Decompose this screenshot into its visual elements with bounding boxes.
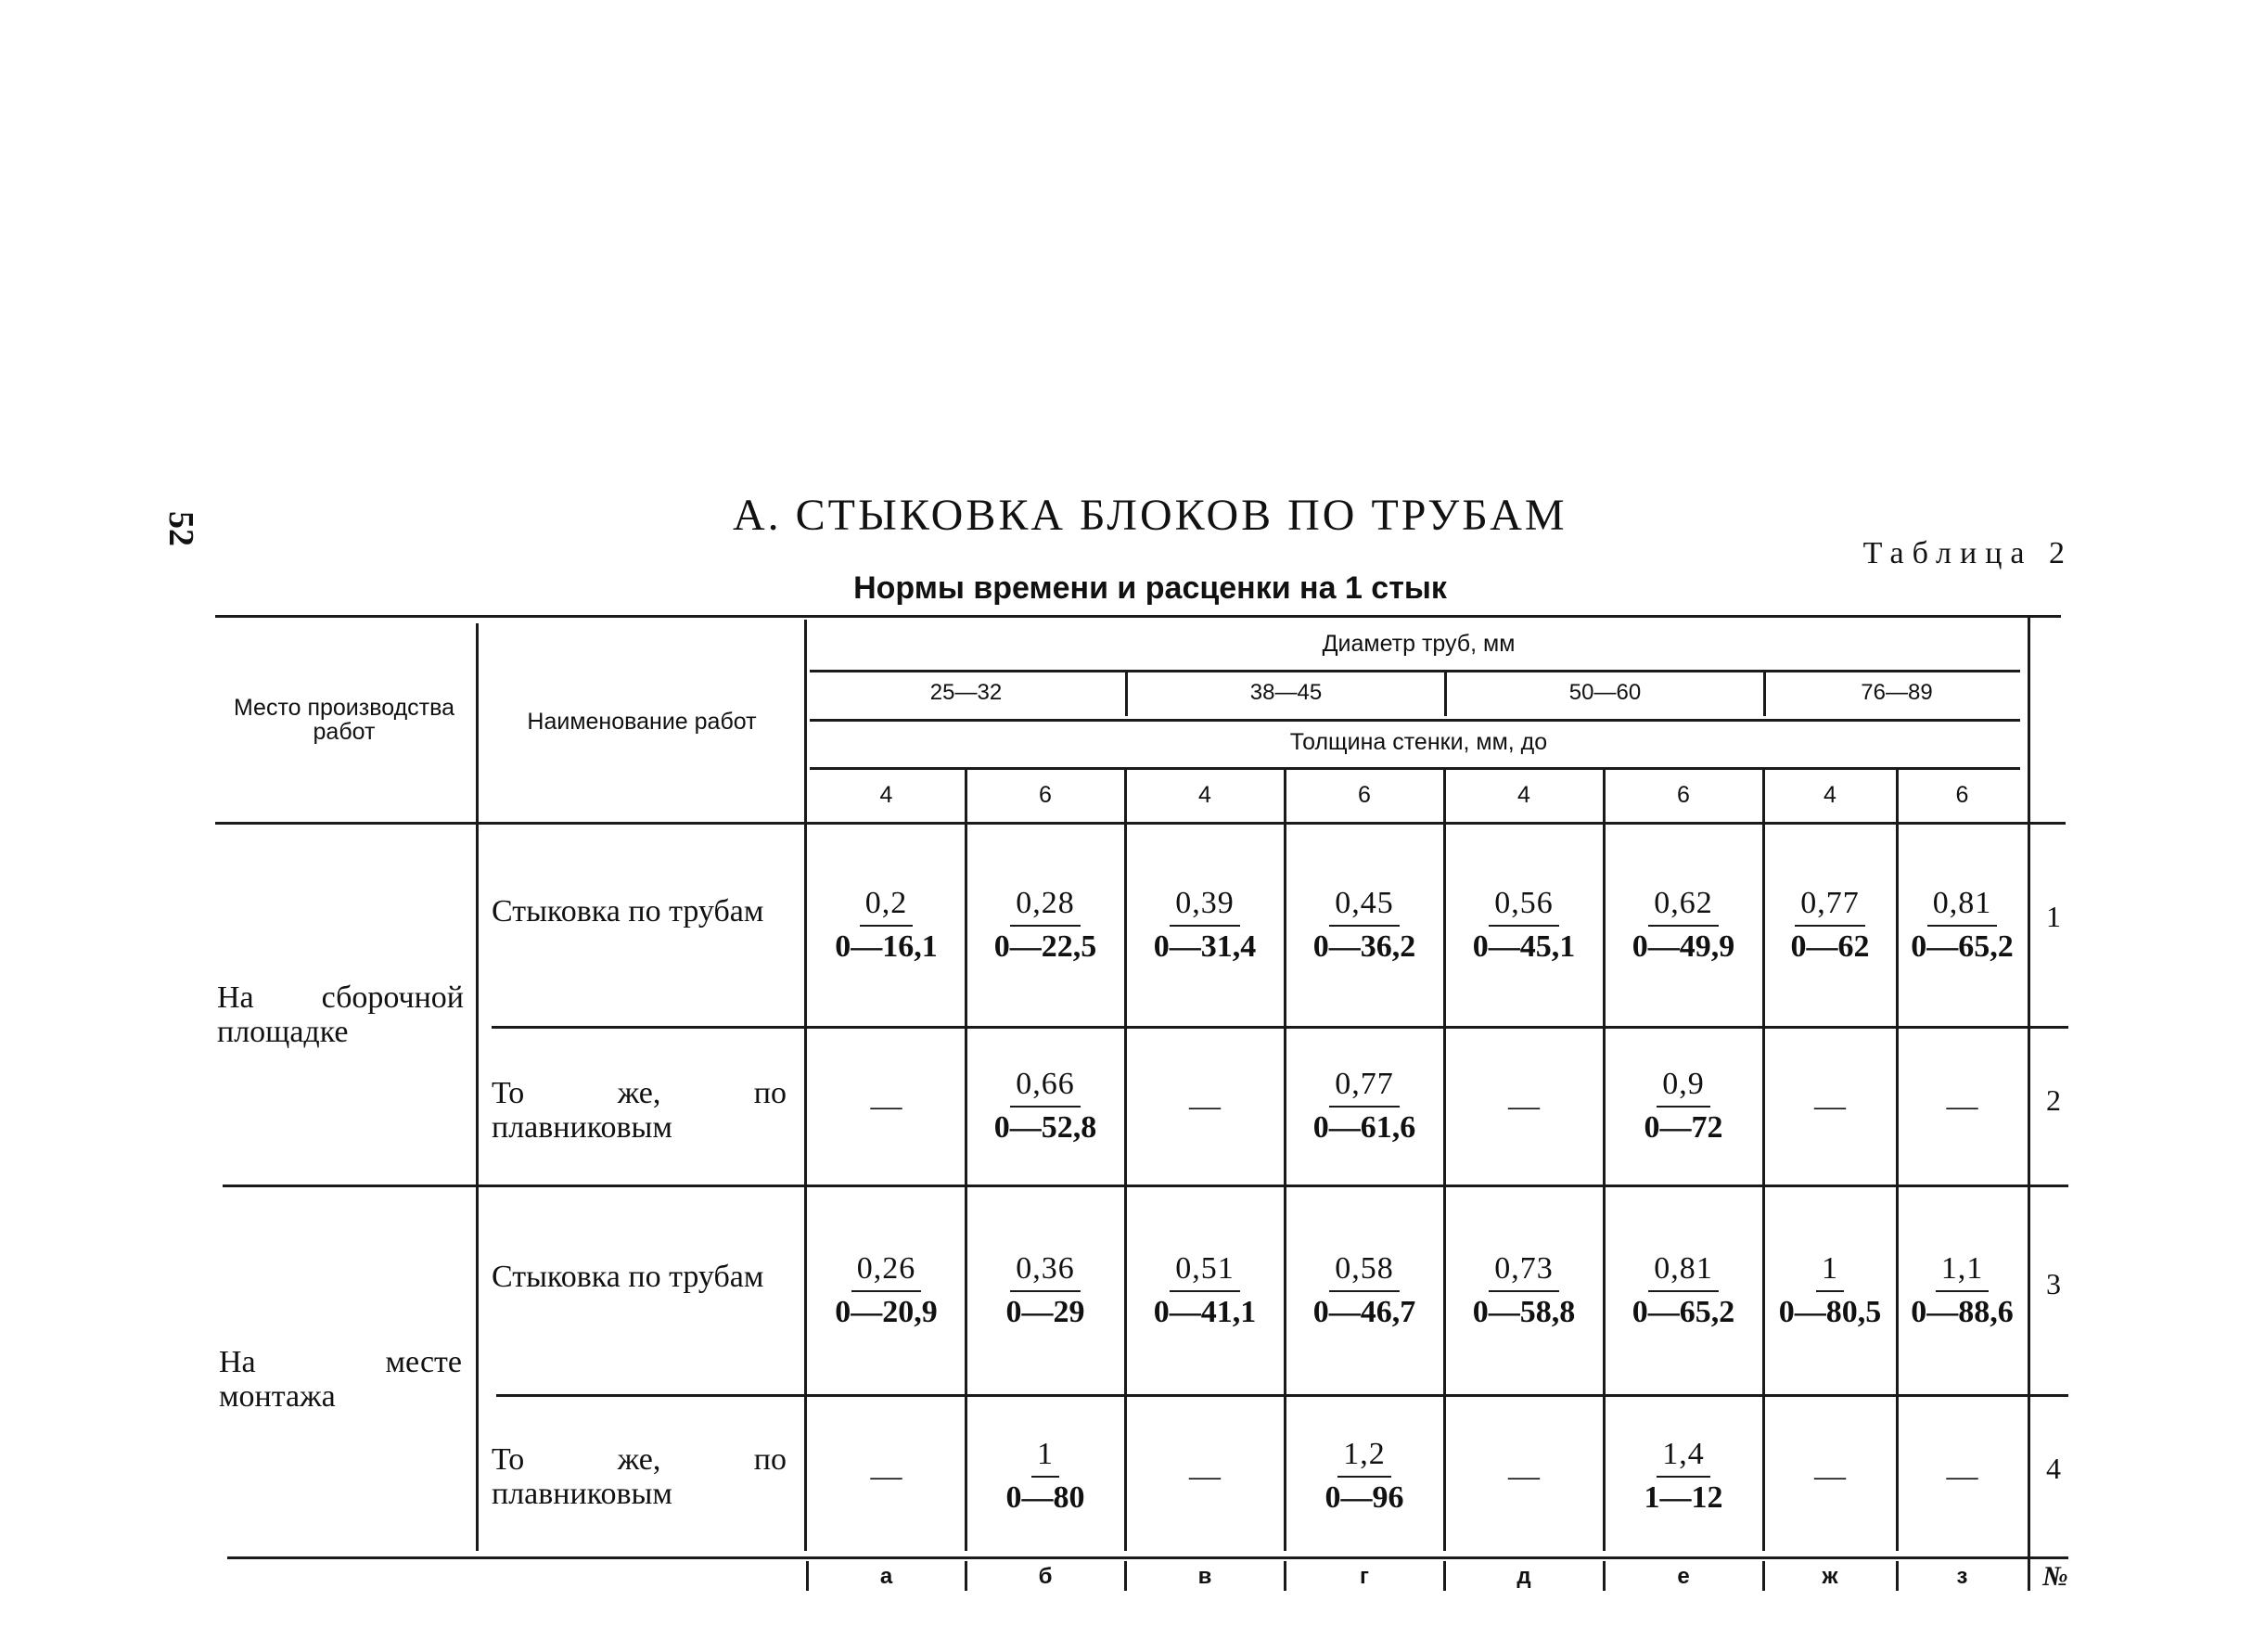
time-norm-value: 0,36 [1010, 1250, 1081, 1292]
work-label-row-3: Стыковка по трубам [492, 1260, 764, 1294]
rate-value: 0—36,2 [1312, 928, 1416, 964]
footer-number-label: № [2042, 1561, 2068, 1592]
rate-value: 0—88,6 [1911, 1294, 2014, 1329]
rate-value: 0—41,1 [1153, 1294, 1257, 1329]
table-cell [966, 1398, 1125, 1555]
empty-dash: — [870, 1458, 902, 1493]
norm-rate-fraction [1632, 1250, 1735, 1331]
table-cell [1763, 1030, 1897, 1183]
table-label: Таблица 2 [1862, 536, 2073, 570]
table-top-rule [215, 615, 2061, 618]
table-cell [1604, 826, 1763, 1024]
column-letter: з [1956, 1564, 1968, 1589]
rate-value: 0—65,2 [1911, 928, 2014, 964]
rate-value: 0—16,1 [835, 928, 938, 964]
table-cell [966, 1188, 1125, 1392]
time-norm-value: 0,45 [1329, 885, 1400, 927]
row-number: 2 [2046, 1083, 2061, 1117]
table-cell [1285, 1030, 1444, 1183]
table-cell [1604, 1188, 1763, 1392]
table-cell [1897, 1398, 2028, 1555]
table-cell [966, 1030, 1125, 1183]
column-letter: г [1360, 1564, 1369, 1589]
row-number: 3 [2046, 1267, 2061, 1300]
wall-thickness-value: 6 [1039, 782, 1052, 808]
time-norm-value: 0,39 [1170, 885, 1240, 927]
divider-place-work [476, 623, 479, 1551]
table-cell [1285, 826, 1444, 1024]
wall-thickness-value: 6 [1358, 782, 1371, 808]
rate-value: 0—46,7 [1312, 1294, 1416, 1329]
time-norm-value: 0,9 [1657, 1066, 1710, 1108]
table-cell [966, 826, 1125, 1024]
wall-thickness-value: 6 [1955, 782, 1969, 808]
rate-value: 0—96 [1324, 1480, 1404, 1515]
norm-rate-fraction [994, 1066, 1097, 1146]
norm-rate-fraction [835, 1250, 938, 1331]
rate-value: 0—29 [1005, 1294, 1085, 1329]
norm-rate-fraction [1313, 1066, 1416, 1146]
table-cell [807, 826, 966, 1024]
time-norm-value: 1,4 [1657, 1436, 1710, 1478]
work-label-row-1: Стыковка по трубам [492, 894, 764, 928]
table-cell [1763, 1398, 1897, 1555]
empty-dash: — [1508, 1088, 1540, 1123]
norm-rate-fraction [1006, 1250, 1085, 1331]
time-norm-value: 0,28 [1010, 885, 1081, 927]
table-cell [1763, 1188, 1897, 1392]
norm-rate-fraction [835, 885, 938, 966]
wall-thickness-value: 4 [1824, 782, 1836, 808]
header-diameter: Диаметр труб, мм [1322, 631, 1516, 657]
norm-rate-fraction [1644, 1436, 1723, 1517]
norm-rate-fraction [1473, 885, 1576, 966]
time-norm-value: 0,81 [1648, 1250, 1719, 1292]
time-norm-value: 0,51 [1170, 1250, 1240, 1292]
rate-value: 0—20,9 [835, 1294, 938, 1329]
time-norm-value: 0,73 [1489, 1250, 1559, 1292]
norm-rate-fraction [1632, 885, 1735, 966]
section-title: А. СТЫКОВКА БЛОКОВ ПО ТРУБАМ [733, 491, 1568, 540]
time-norm-value: 0,62 [1648, 885, 1719, 927]
norm-rate-fraction [1473, 1250, 1576, 1331]
table-cell [1897, 1188, 2028, 1392]
column-letter: б [1038, 1564, 1053, 1589]
empty-dash: — [1946, 1458, 1978, 1493]
table-cell [1125, 826, 1285, 1024]
diameter-group-4: 76—89 [1861, 680, 1933, 705]
row-rule-1-2 [492, 1026, 2068, 1029]
time-norm-value: 0,77 [1795, 885, 1865, 927]
place-label-installation: На месте монтажа [219, 1345, 462, 1414]
rate-value: 0—72 [1644, 1110, 1723, 1145]
norm-rate-fraction [1644, 1066, 1723, 1146]
page-number: 52 [161, 511, 200, 546]
table-bottom-rule [227, 1556, 2068, 1559]
empty-dash: — [1814, 1088, 1846, 1123]
rate-value: 0—45,1 [1472, 928, 1576, 964]
empty-dash: — [1508, 1458, 1540, 1493]
table-cell [1285, 1398, 1444, 1555]
time-norm-value: 0,26 [851, 1250, 922, 1292]
rate-value: 1—12 [1644, 1480, 1723, 1515]
rate-value: 0—22,5 [993, 928, 1097, 964]
table-cell [807, 1398, 966, 1555]
norm-rate-fraction [1313, 1250, 1416, 1331]
time-norm-value: 1,2 [1337, 1436, 1391, 1478]
header-rule-groups [810, 719, 2020, 722]
header-work: Наименование работ [527, 709, 757, 735]
wall-thickness-value: 4 [1517, 782, 1530, 808]
wall-thickness-value: 4 [879, 782, 893, 808]
place-label-assembly: На сборочной площадке [217, 980, 464, 1049]
time-norm-value: 0,77 [1329, 1066, 1400, 1108]
table-cell [807, 1030, 966, 1183]
rate-value: 0—58,8 [1472, 1294, 1576, 1329]
work-label-row-4: То же, по плавниковым [492, 1442, 787, 1511]
rate-value: 0—61,6 [1312, 1110, 1416, 1145]
norm-rate-fraction [1779, 1250, 1882, 1331]
wall-thickness-value: 6 [1677, 782, 1690, 808]
row-rule-3-4 [496, 1394, 2068, 1397]
norm-rate-fraction [1325, 1436, 1404, 1517]
time-norm-value: 0,56 [1489, 885, 1559, 927]
column-letter: в [1197, 1564, 1212, 1589]
norm-rate-fraction [1154, 1250, 1257, 1331]
time-norm-value: 0,81 [1927, 885, 1998, 927]
group-rule [223, 1185, 2068, 1187]
diameter-group-3: 50—60 [1568, 680, 1642, 705]
table-cell [1125, 1188, 1285, 1392]
norm-rate-fraction [1154, 885, 1257, 966]
time-norm-value: 1,1 [1936, 1250, 1990, 1292]
norm-rate-fraction [1911, 1250, 2014, 1331]
wall-thickness-value: 4 [1198, 782, 1211, 808]
table-cell [1444, 1188, 1604, 1392]
diameter-group-1: 25—32 [929, 680, 1003, 705]
empty-dash: — [1189, 1458, 1221, 1493]
time-norm-value: 0,2 [860, 885, 914, 927]
column-letter: д [1516, 1564, 1531, 1589]
table-cell [1604, 1030, 1763, 1183]
table-cell [1763, 826, 1897, 1024]
table-cell [1444, 1030, 1604, 1183]
work-label-row-2: То же, по плавниковым [492, 1076, 787, 1145]
header-wall: Толщина стенки, мм, до [1289, 729, 1548, 755]
table-cell [807, 1188, 966, 1392]
table-cell [1125, 1398, 1285, 1555]
empty-dash: — [1814, 1458, 1846, 1493]
norm-rate-fraction [1313, 885, 1416, 966]
norm-rate-fraction [1911, 885, 2014, 966]
rate-value: 0—65,2 [1632, 1294, 1735, 1329]
diameter-group-2: 38—45 [1249, 680, 1323, 705]
time-norm-value: 0,58 [1329, 1250, 1400, 1292]
table-cell [1444, 826, 1604, 1024]
table-caption: Нормы времени и расценки на 1 стык [853, 570, 1447, 606]
norm-rate-fraction [994, 885, 1097, 966]
table-cell [1897, 826, 2028, 1024]
norm-rate-fraction [1006, 1436, 1085, 1517]
row-number: 4 [2046, 1452, 2061, 1485]
rate-value: 0—80,5 [1778, 1294, 1882, 1329]
time-norm-value: 1 [1816, 1250, 1844, 1292]
empty-dash: — [870, 1088, 902, 1123]
header-bottom-rule [215, 822, 2066, 825]
table-cell [1285, 1188, 1444, 1392]
table-cell [1444, 1398, 1604, 1555]
column-letter: е [1677, 1564, 1690, 1589]
rate-value: 0—49,9 [1632, 928, 1735, 964]
row-number: 1 [2046, 900, 2061, 933]
time-norm-value: 1 [1031, 1436, 1059, 1478]
header-place: Место производства работ [233, 695, 455, 745]
column-letter: ж [1822, 1564, 1838, 1589]
time-norm-value: 0,66 [1010, 1066, 1081, 1108]
table-cell [1125, 1030, 1285, 1183]
empty-dash: — [1946, 1088, 1978, 1123]
header-rule-diameter [810, 670, 2020, 672]
norm-rate-fraction [1791, 885, 1870, 966]
table-cell [1897, 1030, 2028, 1183]
rate-value: 0—52,8 [993, 1110, 1097, 1145]
empty-dash: — [1189, 1088, 1221, 1123]
table-cell [1604, 1398, 1763, 1555]
header-rule-wall [810, 767, 2020, 770]
rate-value: 0—31,4 [1153, 928, 1257, 964]
rate-value: 0—80 [1005, 1480, 1085, 1515]
rate-value: 0—62 [1790, 928, 1870, 964]
column-letter: а [879, 1564, 893, 1589]
divider-data-number [2028, 617, 2030, 1591]
